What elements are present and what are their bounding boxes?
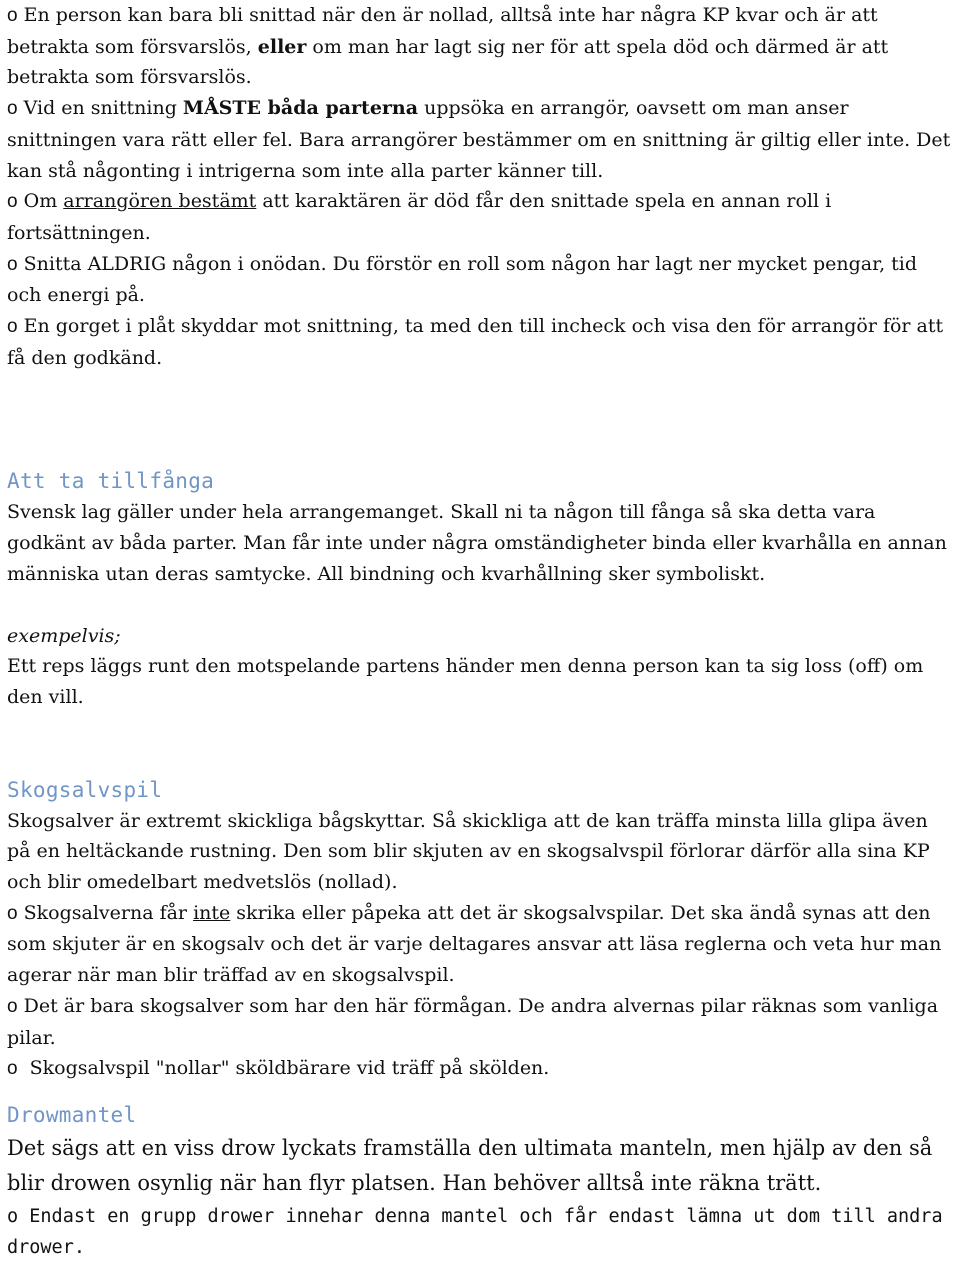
bullet-item: o Om arrangören bestämt att karaktären är död får den snittade spela en annan roll i fortsättningen. xyxy=(7,190,832,244)
bullet-marker: o xyxy=(7,191,18,213)
bullet-marker: o xyxy=(7,995,18,1017)
bullet-marker: o xyxy=(7,902,18,924)
paragraph: Ett reps läggs runt den motspelande partens händer men denna person kan ta sig loss (off) om den vill. xyxy=(7,655,924,708)
bullet-marker: o xyxy=(7,253,18,275)
bullet-item: o Det är bara skogsalver som har den här förmågan. De andra alvernas pilar räknas som vanliga pilar. xyxy=(7,994,939,1049)
bullet-item: o Skogsalvspil "nollar" sköldbärare vid träff på skölden. xyxy=(7,1057,550,1080)
section-heading: Skogsalvspil xyxy=(7,777,163,802)
bullet-marker: o xyxy=(7,1058,18,1080)
bullet-item: o Snitta ALDRIG någon i onödan. Du förstör en roll som någon har lagt ner mycket pengar, tid och energi på. xyxy=(7,252,918,307)
underlined-text: inte xyxy=(193,901,231,924)
bold-text: eller xyxy=(257,35,307,58)
bullet-marker: o xyxy=(7,98,18,120)
underlined-text: arrangören bestämt xyxy=(63,190,257,213)
example-label: exempelvis; xyxy=(7,624,121,647)
section-heading: Drowmantel xyxy=(7,1102,137,1127)
paragraph: Det sägs att en viss drow lyckats framställa den ultimata manteln, men hjälp av den så blir drowen osynlig när han flyr platsen. Han behöver alltså inte räkna trätt. xyxy=(7,1135,933,1195)
bullet-item: o Vid en snittning MÅSTE båda parterna uppsöka en arrangör, oavsett om man anser snittningen vara rätt eller fel. Bara arrangörer bestämmer om en snittning är giltig eller inte. Det kan stå någonting i intrigerna som inte alla parter känner till. xyxy=(7,97,951,182)
document-page xyxy=(7,0,957,1263)
bullet-item: o En gorget i plåt skyddar mot snittning, ta med den till incheck och visa den för arrangör för att få den godkänd. xyxy=(7,315,944,369)
bold-text: MÅSTE båda parterna xyxy=(182,97,419,120)
bullet-item: o Skogsalverna får inte skrika eller påpeka att det är skogsalvspilar. Det ska ändå synas att den som skjuter är en skogsalv och det är varje deltagares ansvar att läsa reglerna och veta hur man agerar när man blir träffad av en skogsalvspil. xyxy=(7,901,942,987)
bullet-marker: o xyxy=(7,316,18,338)
bullet-marker: o xyxy=(7,5,18,26)
paragraph: Skogsalver är extremt skickliga bågskyttar. Så skickliga att de kan träffa minsta lilla glipa även på en heltäckande rustning. Den som blir skjuten av en skogsalvspil förlorar därför alla sina KP och blir omedelbart medvetslös (nollad). xyxy=(7,809,930,894)
section-heading: Att ta tillfånga xyxy=(7,469,215,494)
bullet-item: o Endast en grupp drower innehar denna mantel och får endast lämna ut dom till andra drower. xyxy=(7,1205,943,1258)
paragraph: Svensk lag gäller under hela arrangemanget. Skall ni ta någon till fånga så ska detta vara godkänt av båda parter. Man får inte under några omständigheter binda eller kvarhålla en annan människa utan deras samtycke. All bindning och kvarhållning sker symboliskt. xyxy=(7,501,947,585)
bullet-item: o En person kan bara bli snittad när den är nollad, alltså inte har några KP kvar och är att betrakta som försvarslös, eller om man har lagt sig ner för att spela död och därmed är att betrakta som försvarslös. xyxy=(7,4,889,89)
